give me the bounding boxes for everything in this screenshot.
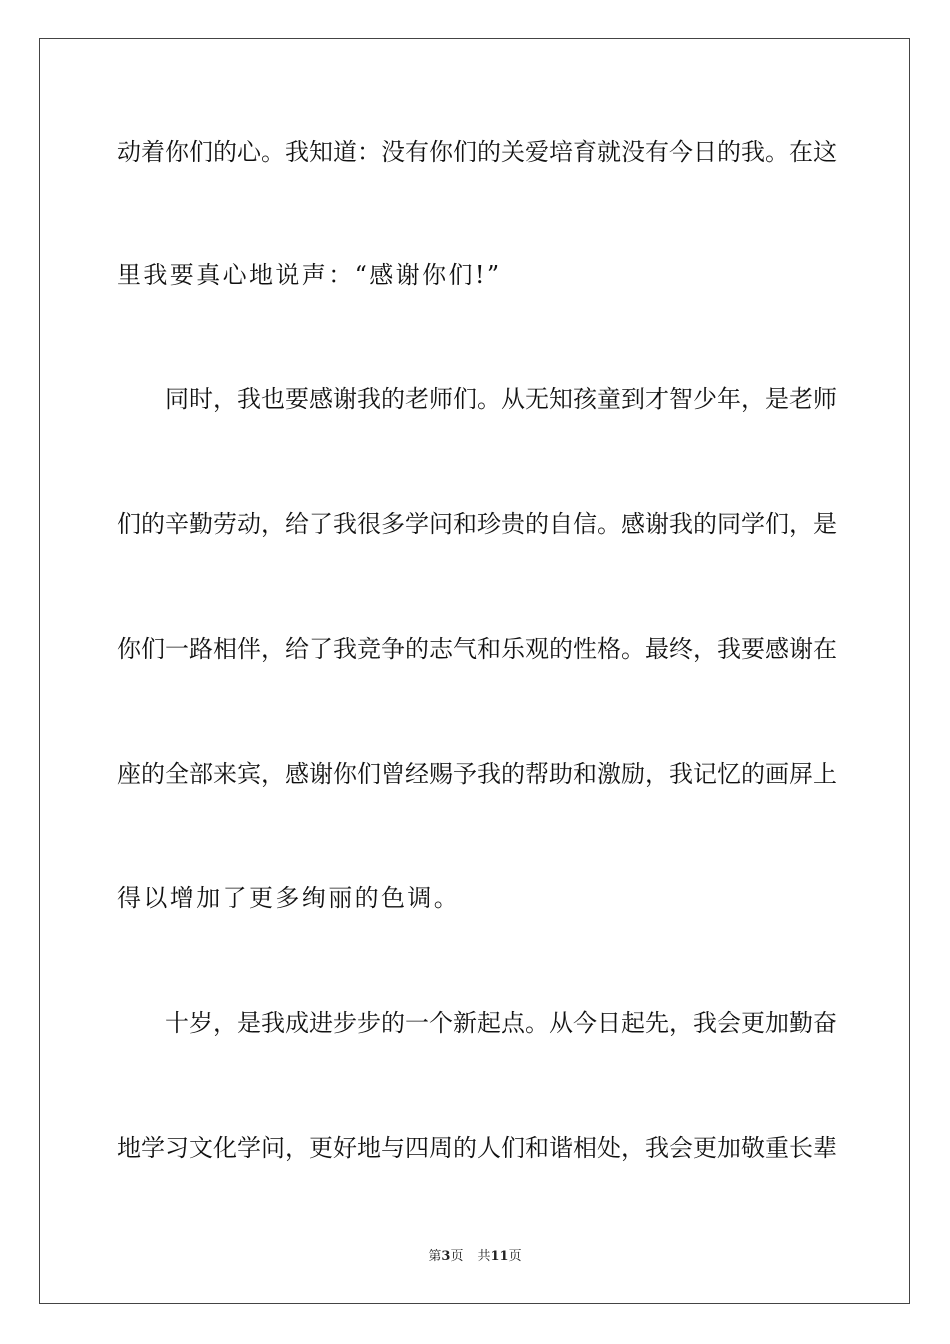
body-line-2: 里我要真心地说声：“感谢你们!” bbox=[117, 261, 502, 289]
body-line-1: 动着你们的心。我知道：没有你们的关爱培育就没有今日的我。在这 bbox=[117, 138, 837, 166]
body-line-8: 十岁，是我成进步步的一个新起点。从今日起先，我会更加勤奋 bbox=[165, 1009, 837, 1037]
body-line-5: 你们一路相伴，给了我竞争的志气和乐观的性格。最终，我要感谢在 bbox=[117, 635, 837, 663]
body-line-6: 座的全部来宾，感谢你们曾经赐予我的帮助和激励，我记忆的画屏上 bbox=[117, 760, 837, 788]
page-label-prefix: 第 bbox=[428, 1249, 442, 1264]
body-line-3: 同时，我也要感谢我的老师们。从无知孩童到才智少年，是老师 bbox=[165, 385, 837, 413]
page-number: 3 bbox=[441, 1249, 451, 1264]
page-footer bbox=[0, 1248, 950, 1266]
body-line-7: 得以增加了更多绚丽的色调。 bbox=[117, 884, 461, 912]
body-line-9: 地学习文化学问，更好地与四周的人们和谐相处，我会更加敬重长辈 bbox=[117, 1134, 837, 1162]
page-frame bbox=[39, 38, 910, 1304]
body-line-4: 们的辛勤劳动，给了我很多学问和珍贵的自信。感谢我的同学们，是 bbox=[117, 510, 837, 538]
page-label-suffix: 页 bbox=[450, 1249, 464, 1264]
total-label-prefix: 共 bbox=[477, 1249, 491, 1264]
total-label-suffix: 页 bbox=[508, 1249, 522, 1264]
total-pages: 11 bbox=[490, 1249, 509, 1264]
